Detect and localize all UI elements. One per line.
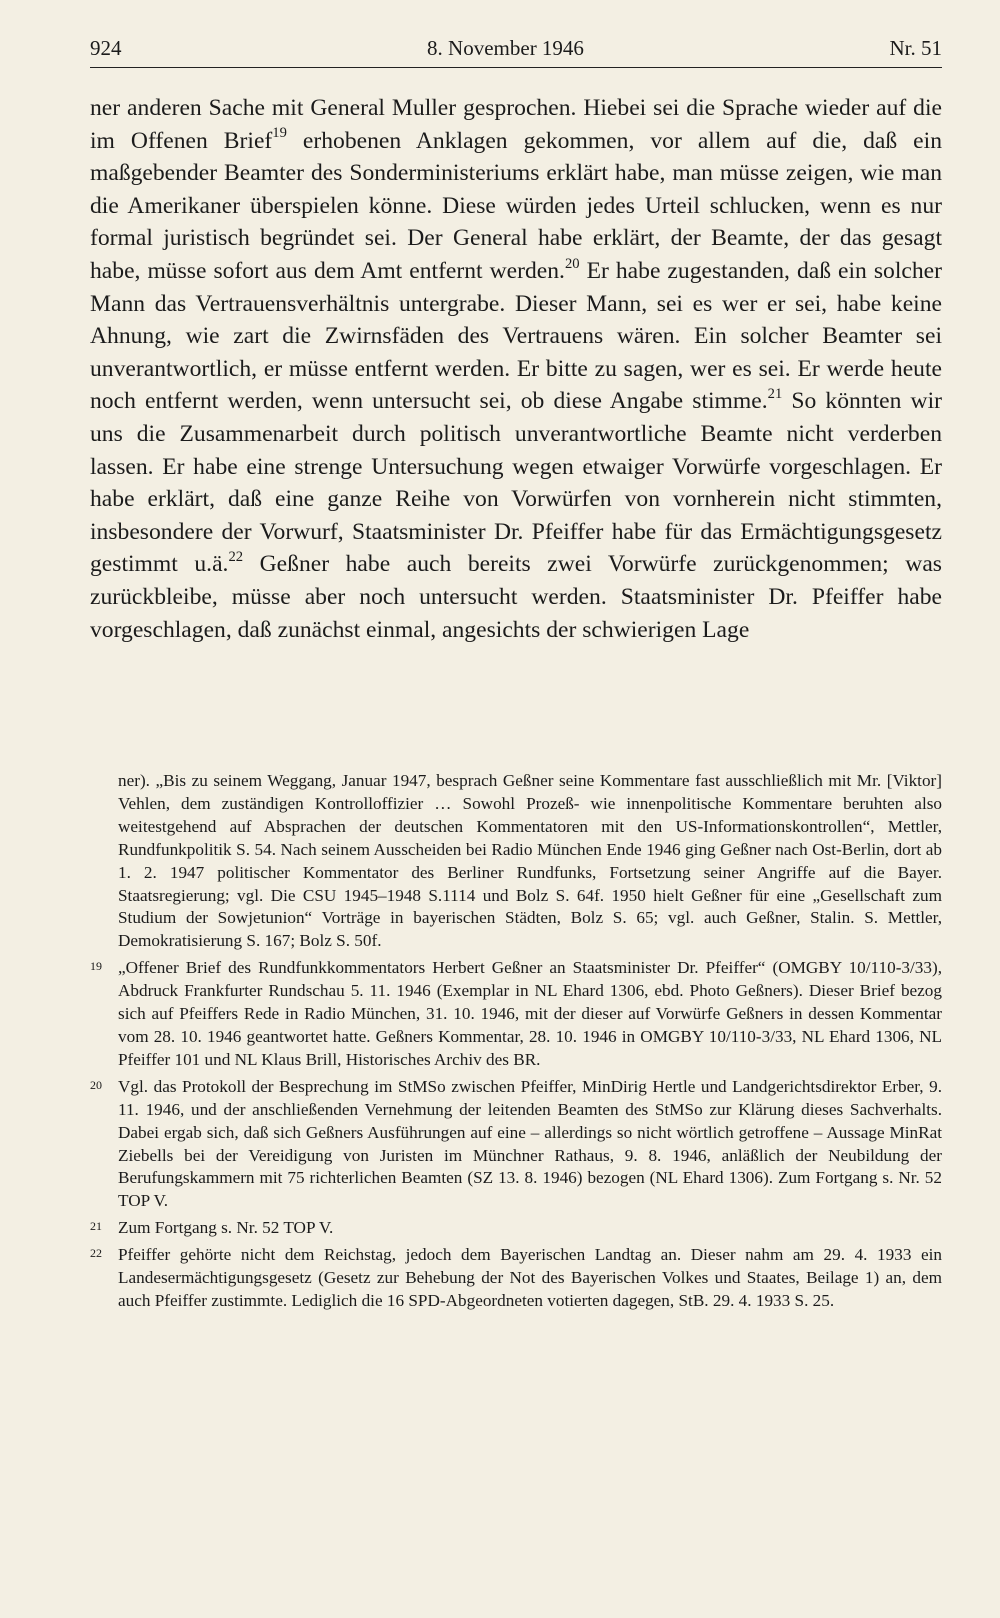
footnote-20 <box>90 1076 942 1213</box>
footnote-ref-21: 21 <box>767 386 783 403</box>
footnote-number: 21 <box>90 1219 102 1234</box>
footnote-21 <box>90 1217 942 1240</box>
main-text <box>90 92 942 646</box>
page-number: 924 <box>90 36 122 60</box>
main-paragraph <box>90 92 942 646</box>
header-date: 8. November 1946 <box>427 36 584 60</box>
footnote-22 <box>90 1244 942 1313</box>
footnote-continuation: ner). „Bis zu seinem Weggang, Januar 1947, besprach Geßner seine Kommentare fast ausschließlich mit Mr. [Viktor] Vehlen, dem zuständigen Kontrolloffizier … Sowohl Prozeß- wie innenpolitische Kommentare beruhten also weitestgehend auf Absprachen der deutschen Kommentatoren mit den US-Informationskontrollen“, Mettler, Rundfunkpolitik S. 54. Nach seinem Ausscheiden bei Radio München Ende 1946 ging Geßner nach Ost-Berlin, dort ab 1. 2. 1947 politischer Kommentator des Berliner Rundfunks, Fortsetzung seiner Angriffe auf die Bayer. Staatsregierung; vgl. Die CSU 1945–1948 S.1114 und Bolz S. 64f. 1950 hielt Geßner für eine „Gesellschaft zum Studium der Sowjetunion“ Vorträge in bayerischen Städten, Bolz S. 65; vgl. auch Geßner, Stalin. S. Mettler, Demokratisierung S. 167; Bolz S. 50f. <box>118 771 942 951</box>
footnotes <box>90 770 942 1313</box>
footnote-ref-19: 19 <box>272 125 287 142</box>
text-segment-2: erhobenen Anklagen gekommen, vor allem auf die, daß ein maßgebender Beamter des Sonderministeriums erklärt habe, man müsse zeigen, wie man die Amerikaner überspielen könne. Diese würden jedes Urteil schlucken, wenn es nur formal juristisch begründet sei. Der General habe erklärt, der Beamte, der das gesagt habe, müsse sofort aus dem Amt entfernt werden. <box>90 127 942 284</box>
footnote-text: Zum Fortgang s. Nr. 52 TOP V. <box>118 1218 334 1238</box>
text-segment-5: Geßner habe auch bereits zwei Vorwürfe zurückgenommen; was zurückbleibe, müsse aber noch untersucht werden. Staatsminister Dr. Pfeiffer habe vorgeschlagen, daß zunächst einmal, angesichts der schwierigen Lage <box>90 551 942 643</box>
footnote-text: Pfeiffer gehörte nicht dem Reichstag, jedoch dem Bayerischen Landtag an. Dieser nahm am 29. 4. 1933 ein Landesermächtigungsgesetz (Gesetz zur Behebung der Not des Bayerischen Volkes und Staates, Beilage 1) an, dem auch Pfeiffer zustimmte. Lediglich die 16 SPD-Abgeordneten votierten dagegen, StB. 29. 4. 1933 S. 25. <box>118 1245 942 1310</box>
text-segment-3: Er habe zugestanden, daß ein solcher Mann das Vertrauensverhältnis untergrabe. Dieser Mann, sei es wer er sei, habe keine Ahnung, wie zart die Zwirnsfäden des Vertrauens wären. Ein solcher Beamter sei unverantwortlich, er müsse entfernt werden. Er bitte zu sagen, wer es sei. Er werde heute noch entfernt werden, wenn untersucht sei, ob diese Angabe stimme. <box>90 257 942 415</box>
footnote-number: 20 <box>90 1077 102 1092</box>
text-segment-4: So könnten wir uns die Zusammenarbeit durch politisch unverantwortliche Beamte nicht verderben lassen. Er habe eine strenge Untersuchung wegen etwaiger Vorwürfe vorgeschlagen. Er habe erklärt, daß eine ganze Reihe von Vorwürfen von vornherein nicht stimmten, insbesondere der Vorwurf, Staatsminister Dr. Pfeiffer habe für das Ermächtigungsgesetz gestimmt u.ä. <box>90 388 942 578</box>
text-segment-1: ner anderen Sache mit General Muller gesprochen. Hiebei sei die Sprache wieder auf die im Offenen Brief <box>90 95 942 154</box>
page <box>90 36 942 646</box>
footnote-number: 22 <box>90 1246 102 1261</box>
footnote-ref-20: 20 <box>564 255 580 272</box>
footnote-text: „Offener Brief des Rundfunkkommentators Herbert Geßner an Staatsminister Dr. Pfeiffer“ (OMGBY 10/110-3/33), Abdruck Frankfurter Rundschau 5. 11. 1946 (Exemplar in NL Ehard 1306, ebd. Photo Geßners). Dieser Brief bezog sich auf Pfeiffers Rede in Radio München, 31. 10. 1946, mit der dieser auf Vorwürfe Geßners in dessen Kommentar vom 28. 10. 1946 geantwortet hatte. Geßners Kommentar, 28. 10. 1946 in OMGBY 10/110-3/33, NL Ehard 1306, NL Pfeiffer 101 und NL Klaus Brill, Historisches Archiv des BR. <box>118 958 942 1069</box>
footnote-number: 19 <box>90 959 102 974</box>
running-header <box>90 36 942 68</box>
footnote-19 <box>90 957 942 1072</box>
issue-number: Nr. 51 <box>889 36 942 60</box>
footnote-ref-22: 22 <box>228 549 244 565</box>
footnote-text: Vgl. das Protokoll der Besprechung im StMSo zwischen Pfeiffer, MinDirig Hertle und Landgerichtsdirektor Erber, 9. 11. 1946, und der anschließenden Vernehmung der leitenden Beamten des StMSo zur Klärung dieses Sachverhalts. Dabei ergab sich, daß sich Geßners Ausführungen auf eine – allerdings so nicht wörtlich getroffene – Aussage MinRat Ziebells bei der Vereidigung von Juristen im Münchner Rathaus, 9. 8. 1946, anläßlich der Neubildung der Berufungskammern mit 75 richterlichen Beamten (SZ 13. 8. 1946) bezogen (NL Ehard 1306). Zum Fortgang s. Nr. 52 TOP V. <box>118 1076 942 1211</box>
